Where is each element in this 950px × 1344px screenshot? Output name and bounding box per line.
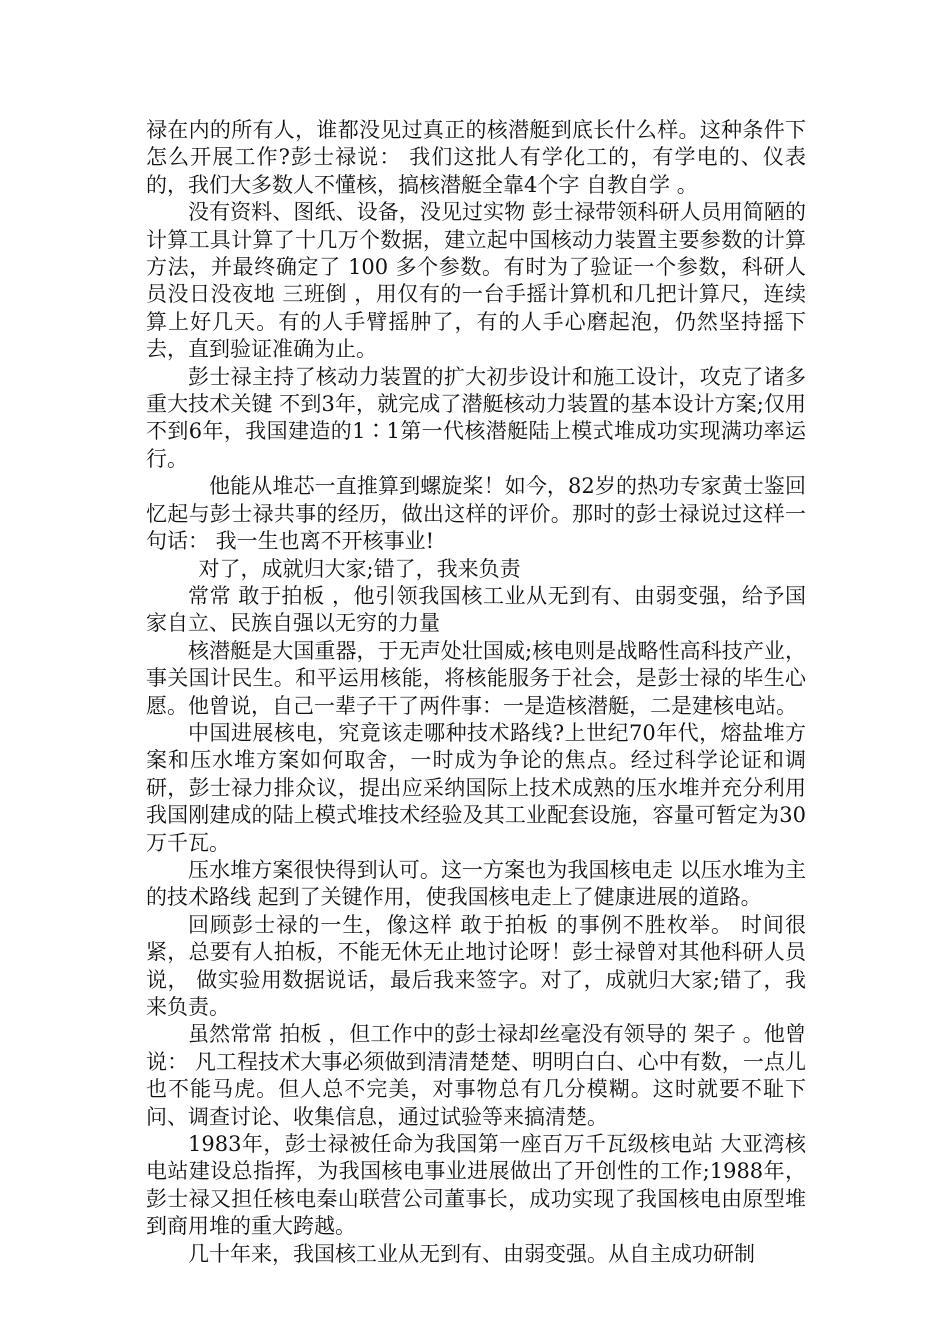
paragraph: 核潜艇是大国重器，于无声处壮国威;核电则是战略性高科技产业，事关国计民生。和平运用核能，将核能服务于社会，是彭士禄的毕生心愿。他曾说，自己一辈子干了两件事：一是造核潜艇，二是建核电站。 [146,638,806,718]
paragraph: 回顾彭士禄的一生，像这样 敢于拍板 的事例不胜枚举。 时间很紧，总要有人拍板，不能无休无止地讨论呀！彭士禄曾对其他科研人员说， 做实验用数据说话，最后我来签字。对了，成就归大家;错了，我来负责。 [146,912,806,1019]
paragraph: 几十年来，我国核工业从无到有、由弱变强。从自主成功研制 [188,1241,755,1266]
paragraph: 常常 敢于拍板 ，他引领我国核工业从无到有、由弱变强，给予国家自立、民族自强以无穷的力量 [146,583,806,636]
paragraph: 1983年，彭士禄被任命为我国第一座百万千瓦级核电站 大亚湾核电站建设总指挥，为我国核电事业进展做出了开创性的工作;1988年，彭士禄又担任核电秦山联营公司董事长，成功实现了我国核电由原型堆到商用堆的重大跨越。 [146,1132,806,1239]
paragraph: 没有资料、图纸、设备，没见过实物 彭士禄带领科研人员用简陋的计算工具计算了十几万个数据，建立起中国核动力装置主要参数的计算方法，并最终确定了 100 多个参数。有时为了验证一个参数，科研人员没日没夜地 三班倒 ，用仅有的一台手摇计算机和几把计算尺，连续算上好几天。有的人手臂摇肿了，有的人手心磨起泡，仍然坚持摇下去，直到验证准确为止。 [146,200,806,362]
paragraph: 彭士禄主持了核动力装置的扩大初步设计和施工设计，攻克了诸多重大技术关键 不到3年，就完成了潜艇核动力装置的基本设计方案;仅用不到6年，我国建造的1∶1第一代核潜艇陆上模式堆成功实现满功率运行。 [146,364,806,471]
paragraph: 中国进展核电，究竟该走哪种技术路线?上世纪70年代，熔盐堆方案和压水堆方案如何取舍，一时成为争论的焦点。经过科学论证和调研，彭士禄力排众议，提出应采纳国际上技术成熟的压水堆并充分利用我国刚建成的陆上模式堆技术经验及其工业配套设施，容量可暂定为30万千瓦。 [146,720,806,855]
document-page [146,117,806,1268]
paragraph: 对了，成就归大家;错了，我来负责 [198,556,521,581]
paragraph: 虽然常常 拍板 ，但工作中的彭士禄却丝毫没有领导的 架子 。他曾说： 凡工程技术大事必须做到清清楚楚、明明白白、心中有数，一点儿也不能马虎。但人总不完美，对事物总有几分模糊。这时就要不耻下问、调查讨论、收集信息，通过试验等来搞清楚。 [146,1022,806,1129]
paragraph: 压水堆方案很快得到认可。这一方案也为我国核电走 以压水堆为主的技术路线 起到了关键作用，使我国核电走上了健康进展的道路。 [146,857,806,910]
paragraph: 禄在内的所有人，谁都没见过真正的核潜艇到底长什么样。这种条件下怎么开展工作?彭士禄说： 我们这批人有学化工的，有学电的、仪表的，我们大多数人不懂核，搞核潜艇全靠4个字 自教自学 。 [146,118,806,197]
paragraph: 他能从堆芯一直推算到螺旋桨！如今，82岁的热功专家黄士鉴回忆起与彭士禄共事的经历，做出这样的评价。那时的彭士禄说过这样一句话： 我一生也离不开核事业! [146,474,806,554]
